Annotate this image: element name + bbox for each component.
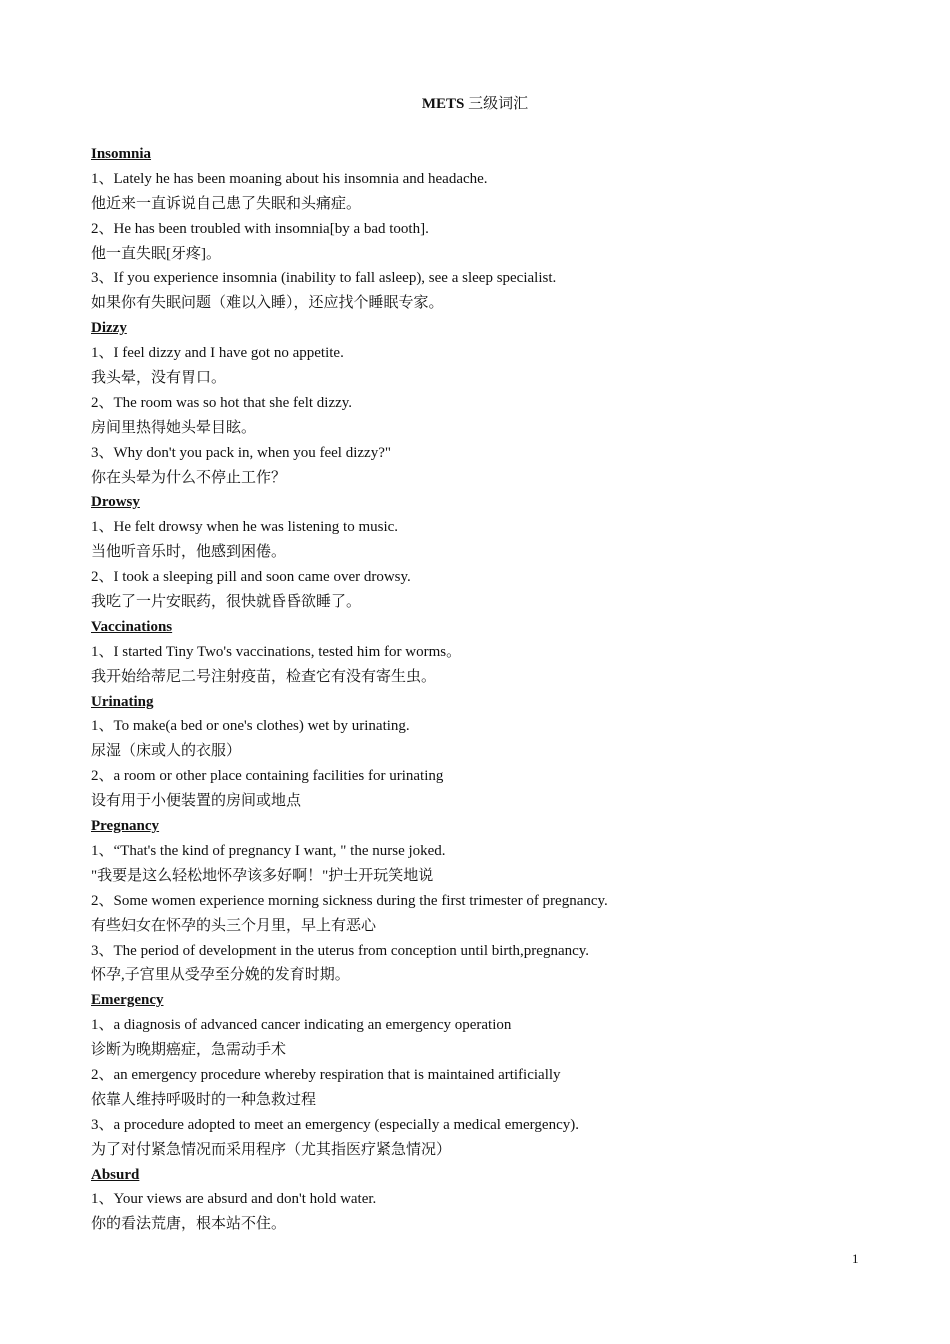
example-sentence-zh: 如果你有失眠问题（难以入睡），还应找个睡眠专家。 xyxy=(91,295,444,312)
term-heading: Dizzy xyxy=(91,320,127,337)
example-sentence-zh: 房间里热得她头晕目眩。 xyxy=(91,419,257,436)
example-sentence-zh: 我吃了一片安眠药，很快就昏昏欲睡了。 xyxy=(91,594,362,611)
example-sentence-en: 2、I took a sleeping pill and soon came over drowsy. xyxy=(91,569,411,586)
term-heading: Emergency xyxy=(91,992,164,1009)
example-sentence-zh: 有些妇女在怀孕的头三个月里，早上有恶心 xyxy=(91,917,377,934)
example-sentence-en: 3、a procedure adopted to meet an emergency (especially a medical emergency). xyxy=(91,1116,579,1133)
term-heading: Urinating xyxy=(91,693,154,710)
example-sentence-zh: 我头晕，没有胃口。 xyxy=(91,370,227,387)
example-sentence-zh: 你在头晕为什么不停止工作？ xyxy=(91,469,287,486)
example-sentence-zh: 诊断为晚期癌症，急需动手术 xyxy=(91,1042,287,1059)
term-heading: Drowsy xyxy=(91,494,140,511)
example-sentence-en: 3、The period of development in the uterus from conception until birth,pregnancy. xyxy=(91,942,590,959)
example-sentence-zh: 依靠人维持呼吸时的一种急救过程 xyxy=(91,1091,317,1108)
term-heading: Insomnia xyxy=(91,146,152,162)
example-sentence-en: 1、I feel dizzy and I have got no appetite. xyxy=(91,345,344,362)
example-sentence-en: 1、Lately he has been moaning about his insomnia and headache. xyxy=(91,170,488,187)
example-sentence-en: 2、Some women experience morning sickness during the first trimester of pregnancy. xyxy=(91,892,608,909)
page-title-rest: 三级词汇 xyxy=(464,96,529,112)
example-sentence-zh: 他一直失眠[牙疼]。 xyxy=(91,245,221,262)
example-sentence-zh: "我要是这么轻松地怀孕该多好啊！"护士开玩笑地说 xyxy=(91,867,434,884)
example-sentence-en: 1、“That's the kind of pregnancy I want, " the nurse joked. xyxy=(91,842,446,859)
page-title-bold: METS xyxy=(421,96,465,112)
example-sentence-en: 1、Your views are absurd and don't hold water. xyxy=(91,1191,377,1208)
example-sentence-en: 1、a diagnosis of advanced cancer indicating an emergency operation xyxy=(91,1017,512,1034)
example-sentence-en: 3、Why don't you pack in, when you feel dizzy?" xyxy=(91,444,391,461)
page-number: 1 xyxy=(852,1251,859,1266)
example-sentence-zh: 我开始给蒂尼二号注射疫苗，检查它有没有寄生虫。 xyxy=(91,668,437,685)
example-sentence-en: 3、If you experience insomnia (inability to fall asleep), see a sleep specialist. xyxy=(91,270,557,287)
example-sentence-zh: 设有用于小便装置的房间或地点 xyxy=(91,793,302,810)
example-sentence-zh: 怀孕,子宫里从受孕至分娩的发育时期。 xyxy=(91,967,350,984)
example-sentence-en: 2、He has been troubled with insomnia[by a bad tooth]. xyxy=(91,220,429,237)
example-sentence-en: 2、an emergency procedure whereby respiration that is maintained artificially xyxy=(91,1066,561,1083)
example-sentence-zh: 你的看法荒唐，根本站不住。 xyxy=(91,1216,287,1233)
example-sentence-zh: 他近来一直诉说自己患了失眠和头痛症。 xyxy=(91,195,362,212)
example-sentence-zh: 当他听音乐时，他感到困倦。 xyxy=(91,544,287,561)
example-sentence-en: 1、I started Tiny Two's vaccinations, tested him for worms。 xyxy=(91,643,462,660)
example-sentence-en: 1、He felt drowsy when he was listening to music. xyxy=(91,519,399,536)
example-sentence-en: 2、The room was so hot that she felt dizzy. xyxy=(91,394,353,411)
page-title xyxy=(0,92,950,116)
vocabulary-list xyxy=(91,142,891,1237)
term-heading: Pregnancy xyxy=(91,818,160,835)
term-heading: Vaccinations xyxy=(91,618,173,635)
example-sentence-zh: 尿湿（床或人的衣服） xyxy=(91,743,242,760)
example-sentence-en: 1、To make(a bed or one's clothes) wet by urinating. xyxy=(91,718,410,735)
term-heading: Absurd xyxy=(91,1166,140,1183)
example-sentence-en: 2、a room or other place containing facilities for urinating xyxy=(91,768,444,785)
example-sentence-zh: 为了对付紧急情况而采用程序（尤其指医疗紧急情况） xyxy=(91,1141,452,1158)
